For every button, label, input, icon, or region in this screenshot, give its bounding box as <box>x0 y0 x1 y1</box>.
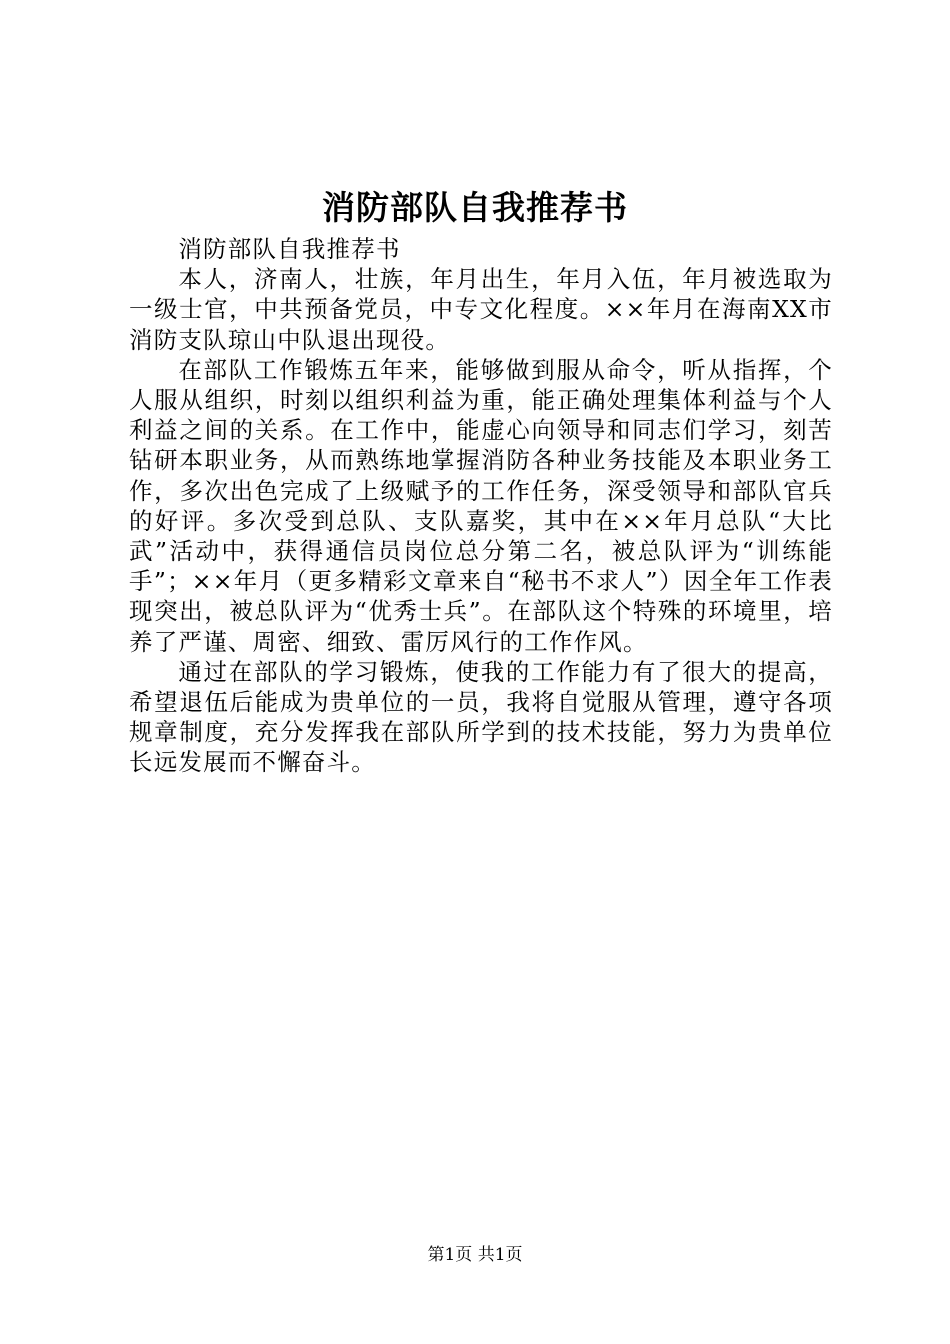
page-number-footer: 第1页 共1页 <box>427 1245 523 1265</box>
paragraph-closing: 通过在部队的学习锻炼，使我的工作能力有了很大的提高，希望退伍后能成为贵单位的一员，我将自觉服从管理，遵守各项规章制度，充分发挥我在部队所学到的技术技能，努力为贵单位长远发展而不懈奋斗。 <box>129 657 833 777</box>
paragraph-introduction: 本人，济南人，壮族，年月出生，年月入伍，年月被选取为一级士官，中共预备党员，中专文化程度。××年月在海南XX市消防支队琼山中队退出现役。 <box>129 265 833 354</box>
paragraph-service-record: 在部队工作锻炼五年来，能够做到服从命令，听从指挥，个人服从组织，时刻以组织利益为重，能正确处理集体利益与个人利益之间的关系。在工作中，能虚心向领导和同志们学习，刻苦钻研本职业务，从而熟练地掌握消防各种业务技能及本职业务工作，多次出色完成了上级赋予的工作任务，深受领导和部队官兵的好评。多次受到总队、支队嘉奖，其中在××年月总队“大比武”活动中，获得通信员岗位总分第二名，被总队评为“训练能手”；××年月（更多精彩文章来自“秘书不求人”）因全年工作表现突出，被总队评为“优秀士兵”。在部队这个特殊的环境里，培养了严谨、周密、细致、雷厉风行的工作作风。 <box>129 355 833 656</box>
document-title: 消防部队自我推荐书 <box>322 188 628 227</box>
paragraph-subtitle: 消防部队自我推荐书 <box>178 235 401 263</box>
document-body <box>129 234 833 778</box>
